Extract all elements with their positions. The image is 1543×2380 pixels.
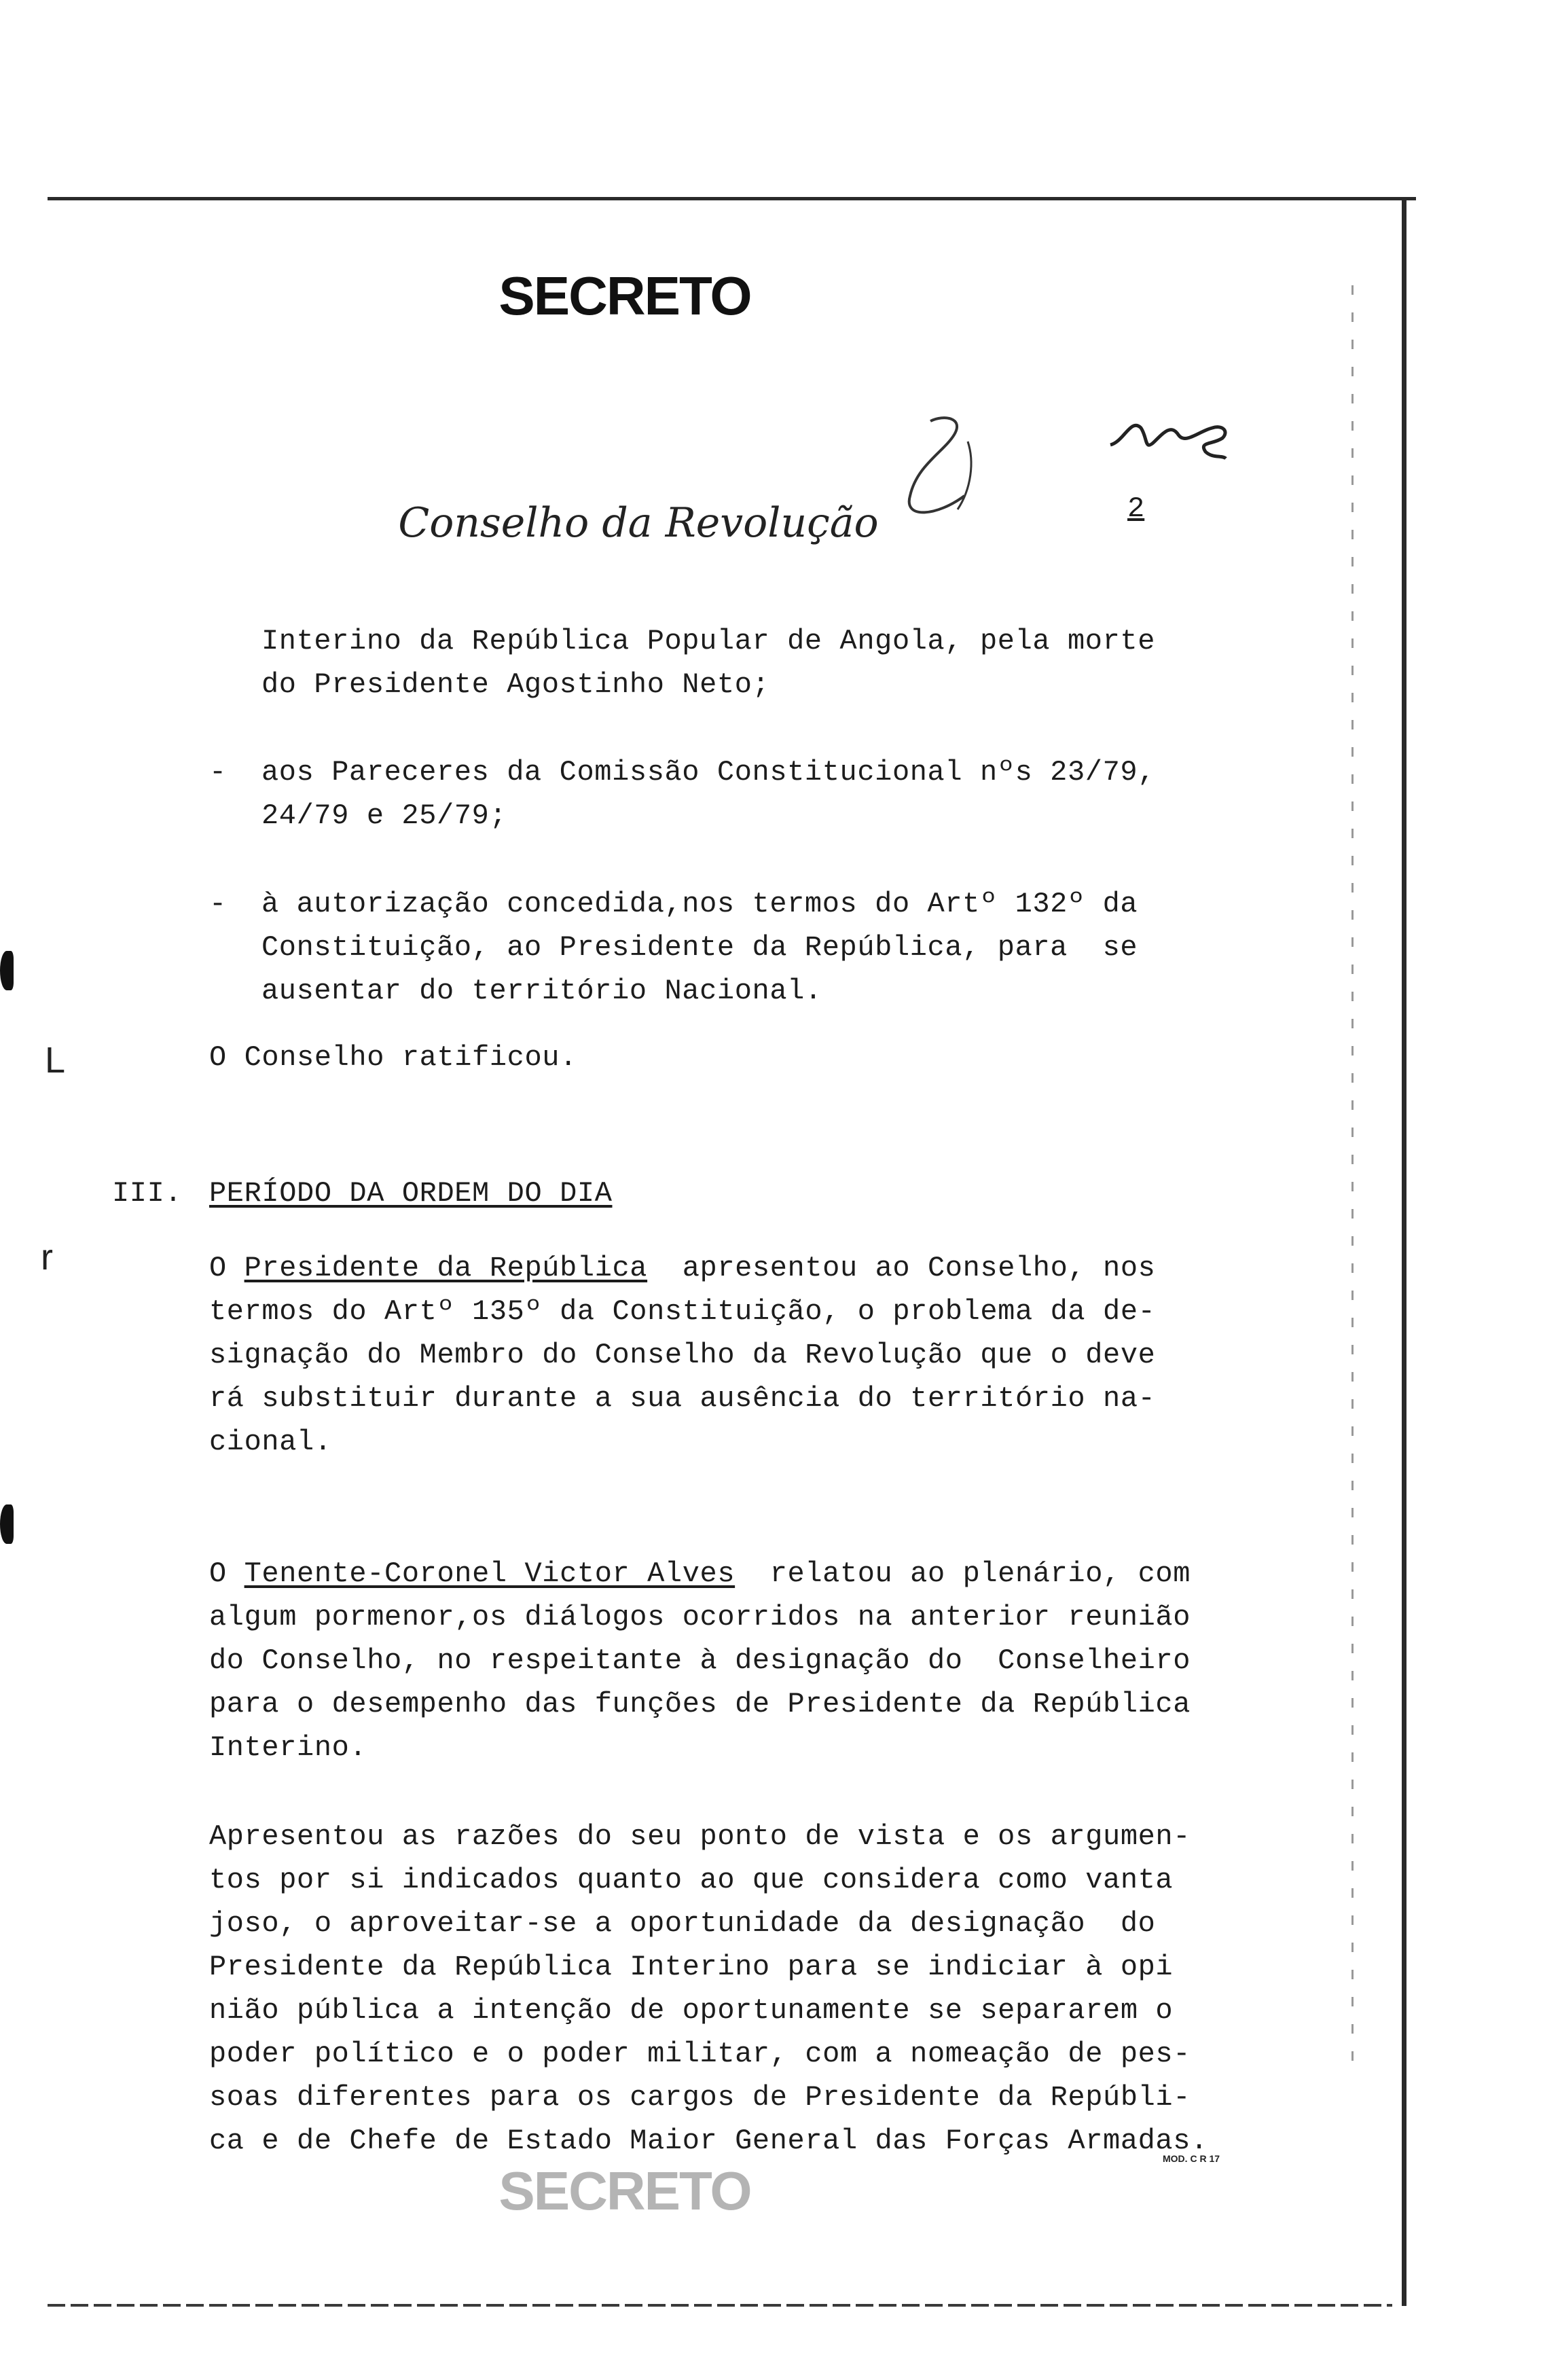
text-line: à autorização concedida,nos termos do Artº 132º da	[261, 888, 1138, 920]
secret-stamp-footer: SECRETO	[498, 2161, 751, 2221]
text-line: aos Pareceres da Comissão Constitucional nºs 23/79,	[261, 756, 1156, 789]
text-line	[209, 1557, 1191, 1590]
text-line: Interino.	[209, 1731, 367, 1764]
right-dashed-line	[1351, 285, 1354, 2078]
organization-name: Conselho da Revolução	[398, 499, 879, 547]
text-line: joso, o aproveitar-se a oportunidade da designação do	[209, 1907, 1156, 1940]
text-line	[209, 1252, 1155, 1284]
text-run: O	[209, 1557, 244, 1590]
text-line: Constituição, ao Presidente da República, para se	[261, 931, 1138, 964]
form-code: MOD. C R 17	[1163, 2153, 1220, 2164]
margin-mark: L	[45, 1040, 66, 1081]
text-line: nião pública a intenção de oportunamente se separarem o	[209, 1994, 1174, 2027]
text-line: poder político e o poder militar, com a nomeação de pes-	[209, 2038, 1191, 2070]
text-run: apresentou ao Conselho, nos	[647, 1252, 1156, 1284]
bullet-dash: -	[209, 756, 227, 789]
text-line: ausentar do território Nacional.	[261, 975, 822, 1007]
text-line: ca e de Chefe de Estado Maior General das Forças Armadas.	[209, 2125, 1208, 2157]
text-line: do Conselho, no respeitante à designação do Conselheiro	[209, 1644, 1191, 1677]
text-line: termos do Artº 135º da Constituição, o problema da de-	[209, 1295, 1156, 1328]
bullet-dash: -	[209, 888, 227, 920]
text-line: soas diferentes para os cargos de Presidente da Repúbli-	[209, 2081, 1191, 2114]
text-line: Interino da República Popular de Angola, pela morte	[261, 625, 1156, 657]
text-line: algum pormenor,os diálogos ocorridos na anterior reunião	[209, 1601, 1191, 1634]
text-line: 24/79 e 25/79;	[261, 799, 507, 832]
text-line: para o desempenho das funções de Presidente da República	[209, 1688, 1191, 1720]
bottom-border-line	[48, 2304, 1392, 2307]
text-line: O Conselho ratificou.	[209, 1041, 577, 1074]
text-line: rá substituir durante a sua ausência do território na-	[209, 1382, 1156, 1415]
text-run: O	[209, 1252, 244, 1284]
punch-hole-mark	[0, 1504, 14, 1544]
text-line: signação do Membro do Conselho da Revolução que o deve	[209, 1339, 1156, 1371]
text-line: cional.	[209, 1426, 332, 1458]
punch-hole-mark	[0, 951, 14, 990]
secret-stamp-header: SECRETO	[498, 266, 751, 326]
text-line: do Presidente Agostinho Neto;	[261, 668, 770, 701]
handwritten-number-mark	[890, 401, 998, 530]
handwritten-signature	[1104, 404, 1239, 479]
text-line: Apresentou as razões do seu ponto de vista e os argumen-	[209, 1820, 1191, 1853]
section-number: III.	[112, 1177, 183, 1210]
top-border-line	[48, 197, 1416, 200]
page-number: 2	[1127, 492, 1145, 525]
text-line: tos por si indicados quanto ao que considera como vanta	[209, 1864, 1174, 1896]
underlined-name: Presidente da República	[244, 1252, 648, 1284]
text-line: Presidente da República Interino para se indiciar à opi	[209, 1951, 1174, 1983]
text-run: relatou ao plenário, com	[735, 1557, 1191, 1590]
underlined-name: Tenente-Coronel Victor Alves	[244, 1557, 736, 1590]
right-border-line	[1402, 200, 1406, 2306]
margin-mark: r	[41, 1237, 53, 1278]
section-heading: PERÍODO DA ORDEM DO DIA	[209, 1177, 613, 1210]
